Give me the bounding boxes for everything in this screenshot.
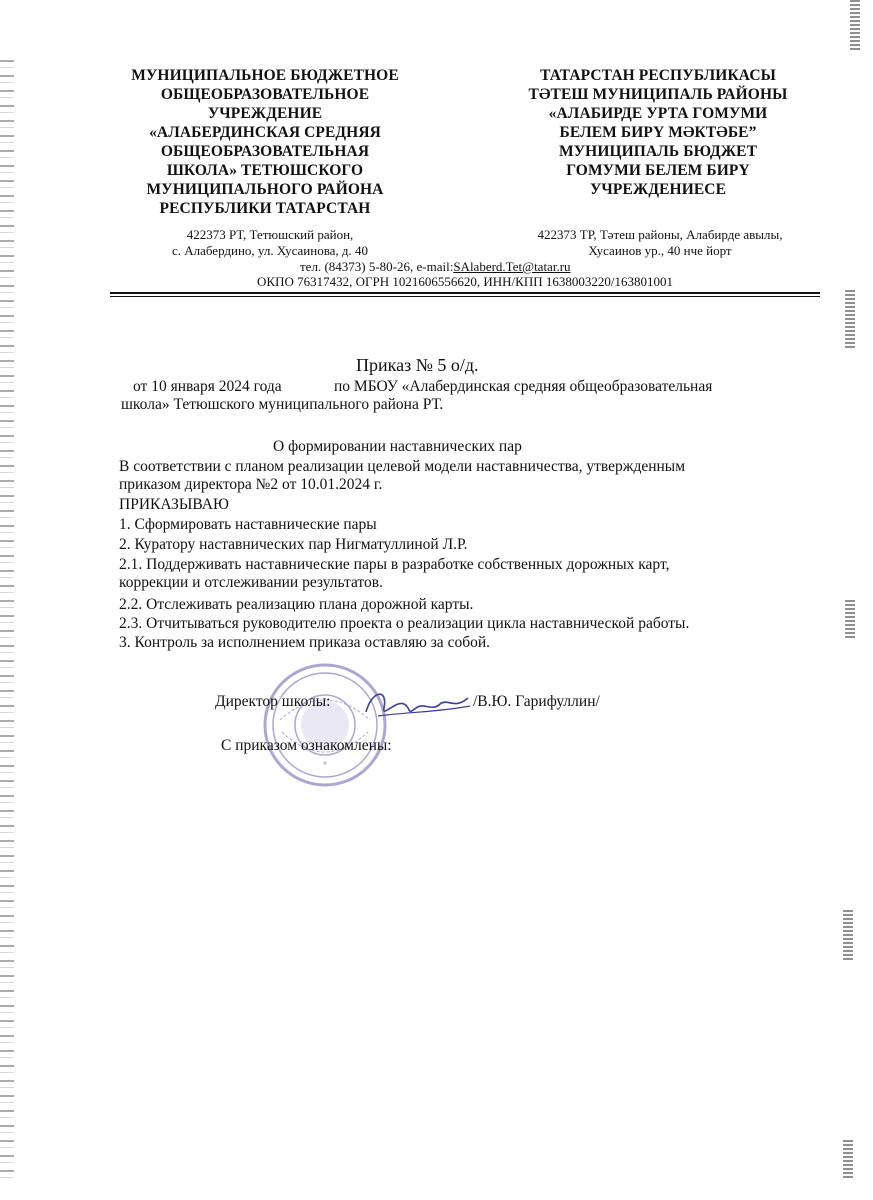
address-line: с. Алабердино, ул. Хусаинова, д. 40 — [171, 243, 369, 258]
order-date: от 10 января 2024 года — [133, 378, 282, 395]
order-item: 1. Сформировать наставнические пары — [119, 516, 377, 533]
letterhead-line: МУНИЦИПАЛЬ БЮДЖЕТ — [558, 143, 758, 160]
letterhead-line: ОБЩЕОБРАЗОВАТЕЛЬНАЯ — [160, 143, 370, 160]
letterhead-line: ТӘТЕШ МУНИЦИПАЛЬ РАЙОНЫ — [528, 86, 788, 103]
letterhead-line: «АЛАБЕРДИНСКАЯ СРЕДНЯЯ — [149, 124, 381, 141]
letterhead-line: МУНИЦИПАЛЬНОГО РАЙОНА — [146, 181, 384, 198]
letterhead-right — [498, 66, 818, 199]
letterhead-line: «АЛАБИРДЕ УРТА ГОМУМИ — [548, 105, 768, 122]
order-item: 2.2. Отслеживать реализацию плана дорожной карты. — [119, 596, 474, 613]
contact-line — [300, 259, 620, 275]
address-right — [500, 227, 820, 259]
scan-edge-mark — [850, 0, 860, 50]
order-subject: О формировании наставнических пар — [273, 438, 522, 455]
registration-codes: ОКПО 76317432, ОГРН 1021606556620, ИНН/КПП 1638003220/163801001 — [257, 274, 673, 289]
intro-line: В соответствии с планом реализации целевой модели наставничества, утвержденным — [119, 458, 686, 475]
scan-edge-noise — [0, 60, 14, 1180]
scan-edge-mark — [843, 910, 853, 960]
order-item: коррекции и отслеживании результатов. — [119, 574, 383, 591]
order-org-line1: по МБОУ «Алабердинская средняя общеобразовательная — [334, 378, 713, 395]
address-line: 422373 РТ, Тетюшский район, — [186, 227, 354, 242]
address-line: 422373 ТР, Тәтеш районы, Алабирде авылы, — [537, 227, 783, 242]
letterhead-line: УЧРЕЖДЕНИЕ — [207, 105, 323, 122]
scan-edge-mark — [843, 1140, 853, 1180]
letterhead-line: УЧРЕЖДЕНИЕСЕ — [589, 181, 727, 198]
order-item: 2.3. Отчитываться руководителю проекта о реализации цикла наставнической работы. — [119, 615, 690, 632]
address-line: Хусаинов ур., 40 нче йорт — [588, 243, 732, 258]
order-item: 2.1. Поддерживать наставнические пары в разработке собственных дорожных карт, — [119, 556, 670, 573]
order-item: 3. Контроль за исполнением приказа оставляю за собой. — [119, 634, 491, 651]
header-divider — [110, 292, 820, 294]
director-signature — [358, 682, 478, 726]
letterhead-line: РЕСПУБЛИКИ ТАТАРСТАН — [159, 200, 371, 217]
letterhead-line: ШКОЛА» ТЕТЮШСКОГО — [166, 162, 364, 179]
address-left — [120, 227, 420, 259]
signature-name: /В.Ю. Гарифуллин/ — [473, 693, 600, 710]
letterhead-line: МУНИЦИПАЛЬНОЕ БЮДЖЕТНОЕ — [131, 67, 399, 84]
letterhead-line: ТАТАРСТАН РЕСПУБЛИКАСЫ — [540, 67, 776, 84]
acknowledged-label: С приказом ознакомлены: — [221, 737, 392, 754]
scan-edge-mark — [845, 600, 855, 640]
email-link[interactable]: SAlaberd.Tet@tatar.ru — [453, 259, 571, 274]
signature-label: Директор школы: — [215, 693, 331, 710]
order-item: 2. Куратору наставнических пар Нигматуллиной Л.Р. — [119, 536, 468, 553]
decree-word: ПРИКАЗЫВАЮ — [119, 496, 229, 513]
header-divider-thin — [110, 296, 820, 297]
letterhead-line: БЕЛЕМ БИРҮ МӘКТӘБЕ” — [559, 124, 757, 141]
letterhead-line: ГОМУМИ БЕЛЕМ БИРҮ — [566, 162, 750, 179]
svg-text:*: * — [322, 760, 328, 771]
phone-text: тел. (84373) 5-80-26, e-mail: — [300, 259, 454, 274]
intro-line: приказом директора №2 от 10.01.2024 г. — [119, 476, 383, 493]
letterhead-left — [110, 66, 420, 218]
letterhead-line: ОБЩЕОБРАЗОВАТЕЛЬНОЕ — [160, 86, 370, 103]
order-title: Приказ № 5 о/д. — [356, 355, 479, 375]
order-org-line2: школа» Тетюшского муниципального района РТ. — [121, 396, 444, 413]
scan-edge-mark — [845, 290, 855, 350]
